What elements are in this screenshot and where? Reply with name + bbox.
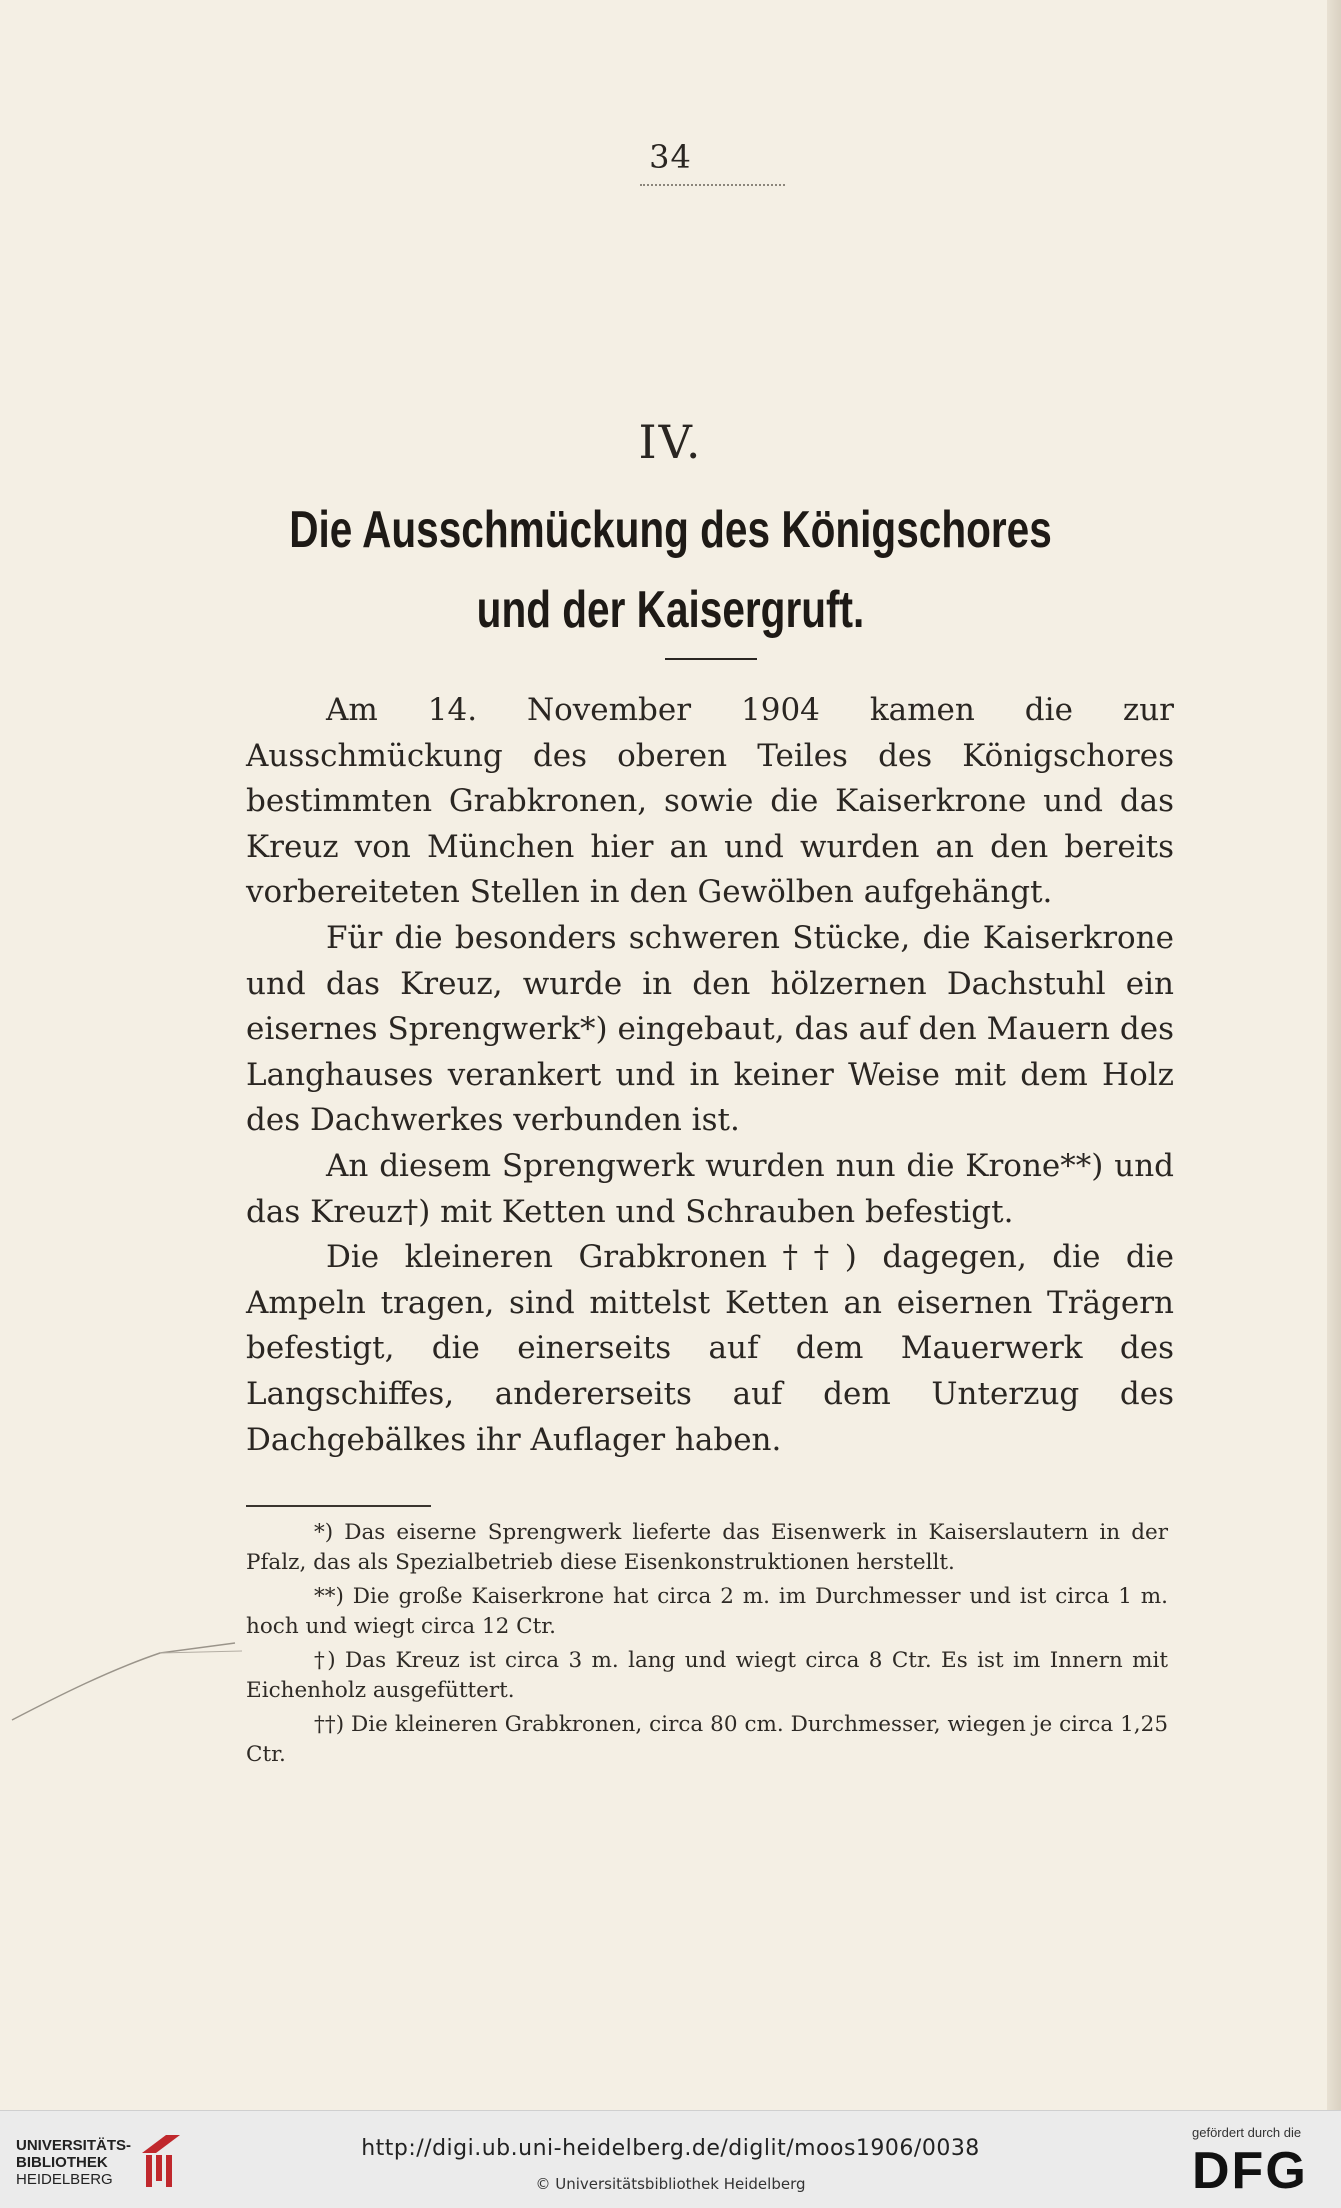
paragraph-4: Die kleineren Grabkronen††) dagegen, die die Ampeln tragen, sind mittelst Ketten an eisernen Trägern befestigt, die einerseits auf dem Mauerwerk des Langschiffes, andererseits auf dem Unterzug des Dachgebälkes ihr Auflager haben.	[246, 1239, 1174, 1458]
chapter-title-line-1: Die Ausschmückung des Königschores	[289, 501, 1052, 559]
footer-bar	[0, 2110, 1341, 2208]
paragraph-3: An diesem Sprengwerk wurden nun die Krone**) und das Kreuz†) mit Ketten und Schrauben befestigt.	[246, 1147, 1174, 1230]
copyright-notice: © Universitätsbibliothek Heidelberg	[535, 2175, 806, 2193]
footnotes	[246, 1518, 1168, 1774]
paragraph-1: Am 14. November 1904 kamen die zur Ausschmückung des oberen Teiles des Königschores bestimmten Grabkronen, sowie die Kaiserkrone und das Kreuz von München hier an und wurden an den bereits vorbereiteten Stellen in den Gewölben aufgehängt.	[246, 692, 1174, 911]
page-number: 34	[649, 138, 692, 176]
page-edge-shadow	[1327, 0, 1341, 2110]
chapter-title-line-2: und der Kaisergruft.	[476, 581, 865, 639]
footnote-2: **) Die große Kaiserkrone hat circa 2 m. im Durchmesser und ist circa 1 m. hoch und wiegt circa 12 Ctr.	[246, 1584, 1168, 1639]
page-number-ornament-rule	[640, 184, 785, 186]
paragraph-2: Für die besonders schweren Stücke, die Kaiserkrone und das Kreuz, wurde in den hölzernen Dachstuhl ein eisernes Sprengwerk*) eingebaut, das auf den Mauern des Langhauses verankert und in keiner Weise mit dem Holz des Dachwerkes verbunden ist.	[246, 919, 1174, 1139]
title-divider-rule	[665, 658, 757, 660]
funder-label: gefördert durch die	[1192, 2125, 1302, 2140]
library-name-line-3: HEIDELBERG	[16, 2171, 113, 2188]
source-url[interactable]: http://digi.ub.uni-heidelberg.de/diglit/moos1906/0038	[361, 2136, 980, 2161]
footnote-1: *) Das eiserne Sprengwerk lieferte das Eisenwerk in Kaiserslautern in der Pfalz, das als Spezialbetrieb diese Eisenkonstruktionen herstellt.	[246, 1520, 1168, 1575]
pencil-mark	[10, 1625, 250, 1725]
chapter-number: IV.	[638, 415, 703, 469]
library-name-line-2: BIBLIOTHEK	[16, 2154, 108, 2171]
footnote-separator-rule	[246, 1505, 431, 1507]
dfg-logo: DFG	[1192, 2142, 1308, 2200]
footnote-4: ††) Die kleineren Grabkronen, circa 80 cm. Durchmesser, wiegen je circa 1,25 Ctr.	[246, 1712, 1168, 1767]
body-text	[246, 688, 1174, 1463]
library-name-line-1: UNIVERSITÄTS-	[16, 2137, 132, 2154]
footnote-3: †) Das Kreuz ist circa 3 m. lang und wiegt circa 8 Ctr. Es ist im Innern mit Eichenholz ausgefüttert.	[246, 1648, 1168, 1703]
